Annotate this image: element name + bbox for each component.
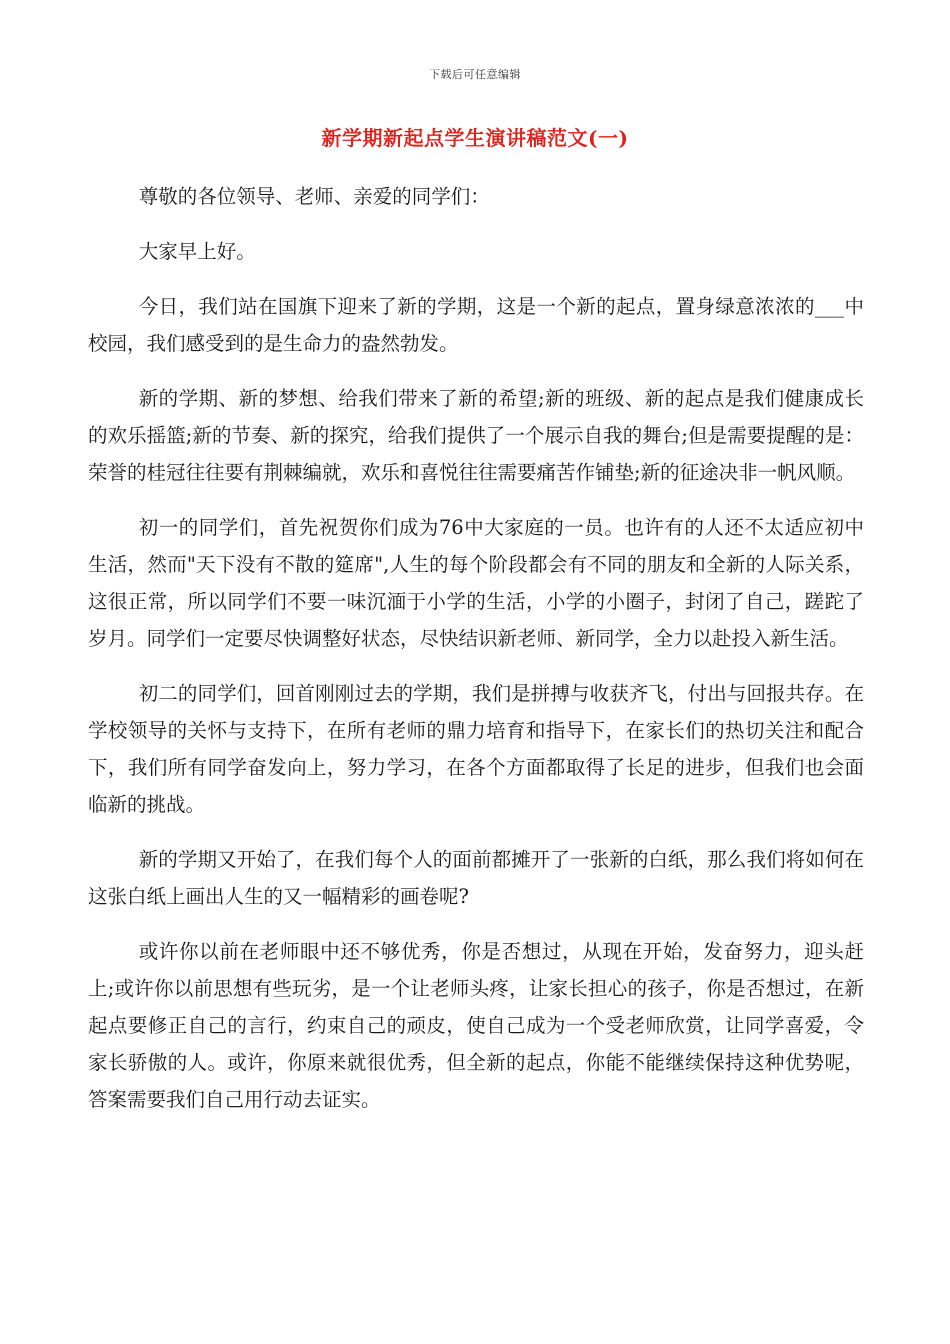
paragraph: 新的学期、新的梦想、给我们带来了新的希望;新的班级、新的起点是我们健康成长的欢乐摇篮;新的节奏、新的探究，给我们提供了一个展示自我的舞台;但是需要提醒的是：荣誉的桂冠往往要有荆棘编就，欢乐和喜悦往往需要痛苦作铺垫;新的征途决非一帆风顺。 bbox=[88, 387, 864, 484]
paragraph: 初一的同学们，首先祝贺你们成为76中大家庭的一员。也许有的人还不太适应初中生活，然而"天下没有不散的筵席",人生的每个阶段都会有不同的朋友和全新的人际关系，这很正常，所以同学们不要一味沉湎于小学的生活，小学的小圈子，封闭了自己，蹉跎了岁月。同学们一定要尽快调整好状态，尽快结识新老师、新同学，全力以赴投入新生活。 bbox=[88, 516, 864, 650]
paragraph-greeting: 大家早上好。 bbox=[138, 240, 256, 263]
document-title: 新学期新起点学生演讲稿范文(一) bbox=[321, 126, 629, 150]
paragraph: 新的学期又开始了，在我们每个人的面前都摊开了一张新的白纸，那么我们将如何在这张白纸上画出人生的又一幅精彩的画卷呢? bbox=[88, 848, 864, 908]
document-body bbox=[88, 178, 864, 1136]
paragraph-salutation: 尊敬的各位领导、老师、亲爱的同学们： bbox=[138, 185, 490, 208]
paragraph: 今日，我们站在国旗下迎来了新的学期，这是一个新的起点，置身绿意浓浓的___中校园，我们感受到的是生命力的盎然勃发。 bbox=[88, 295, 864, 355]
header-note: 下载后可任意编辑 bbox=[429, 68, 521, 81]
paragraph: 或许你以前在老师眼中还不够优秀，你是否想过，从现在开始，发奋努力，迎头赶上;或许你以前思想有些玩劣，是一个让老师头疼，让家长担心的孩子，你是否想过，在新起点要修正自己的言行，约束自己的顽皮，使自己成为一个受老师欣赏，让同学喜爱，令家长骄傲的人。或许，你原来就很优秀，但全新的起点，你能不能继续保持这种优势呢，答案需要我们自己用行动去证实。 bbox=[88, 940, 864, 1111]
paragraph: 初二的同学们，回首刚刚过去的学期，我们是拼搏与收获齐飞，付出与回报共存。在学校领导的关怀与支持下，在所有老师的鼎力培育和指导下，在家长们的热切关注和配合下，我们所有同学奋发向上，努力学习，在各个方面都取得了长足的进步，但我们也会面临新的挑战。 bbox=[88, 682, 864, 816]
